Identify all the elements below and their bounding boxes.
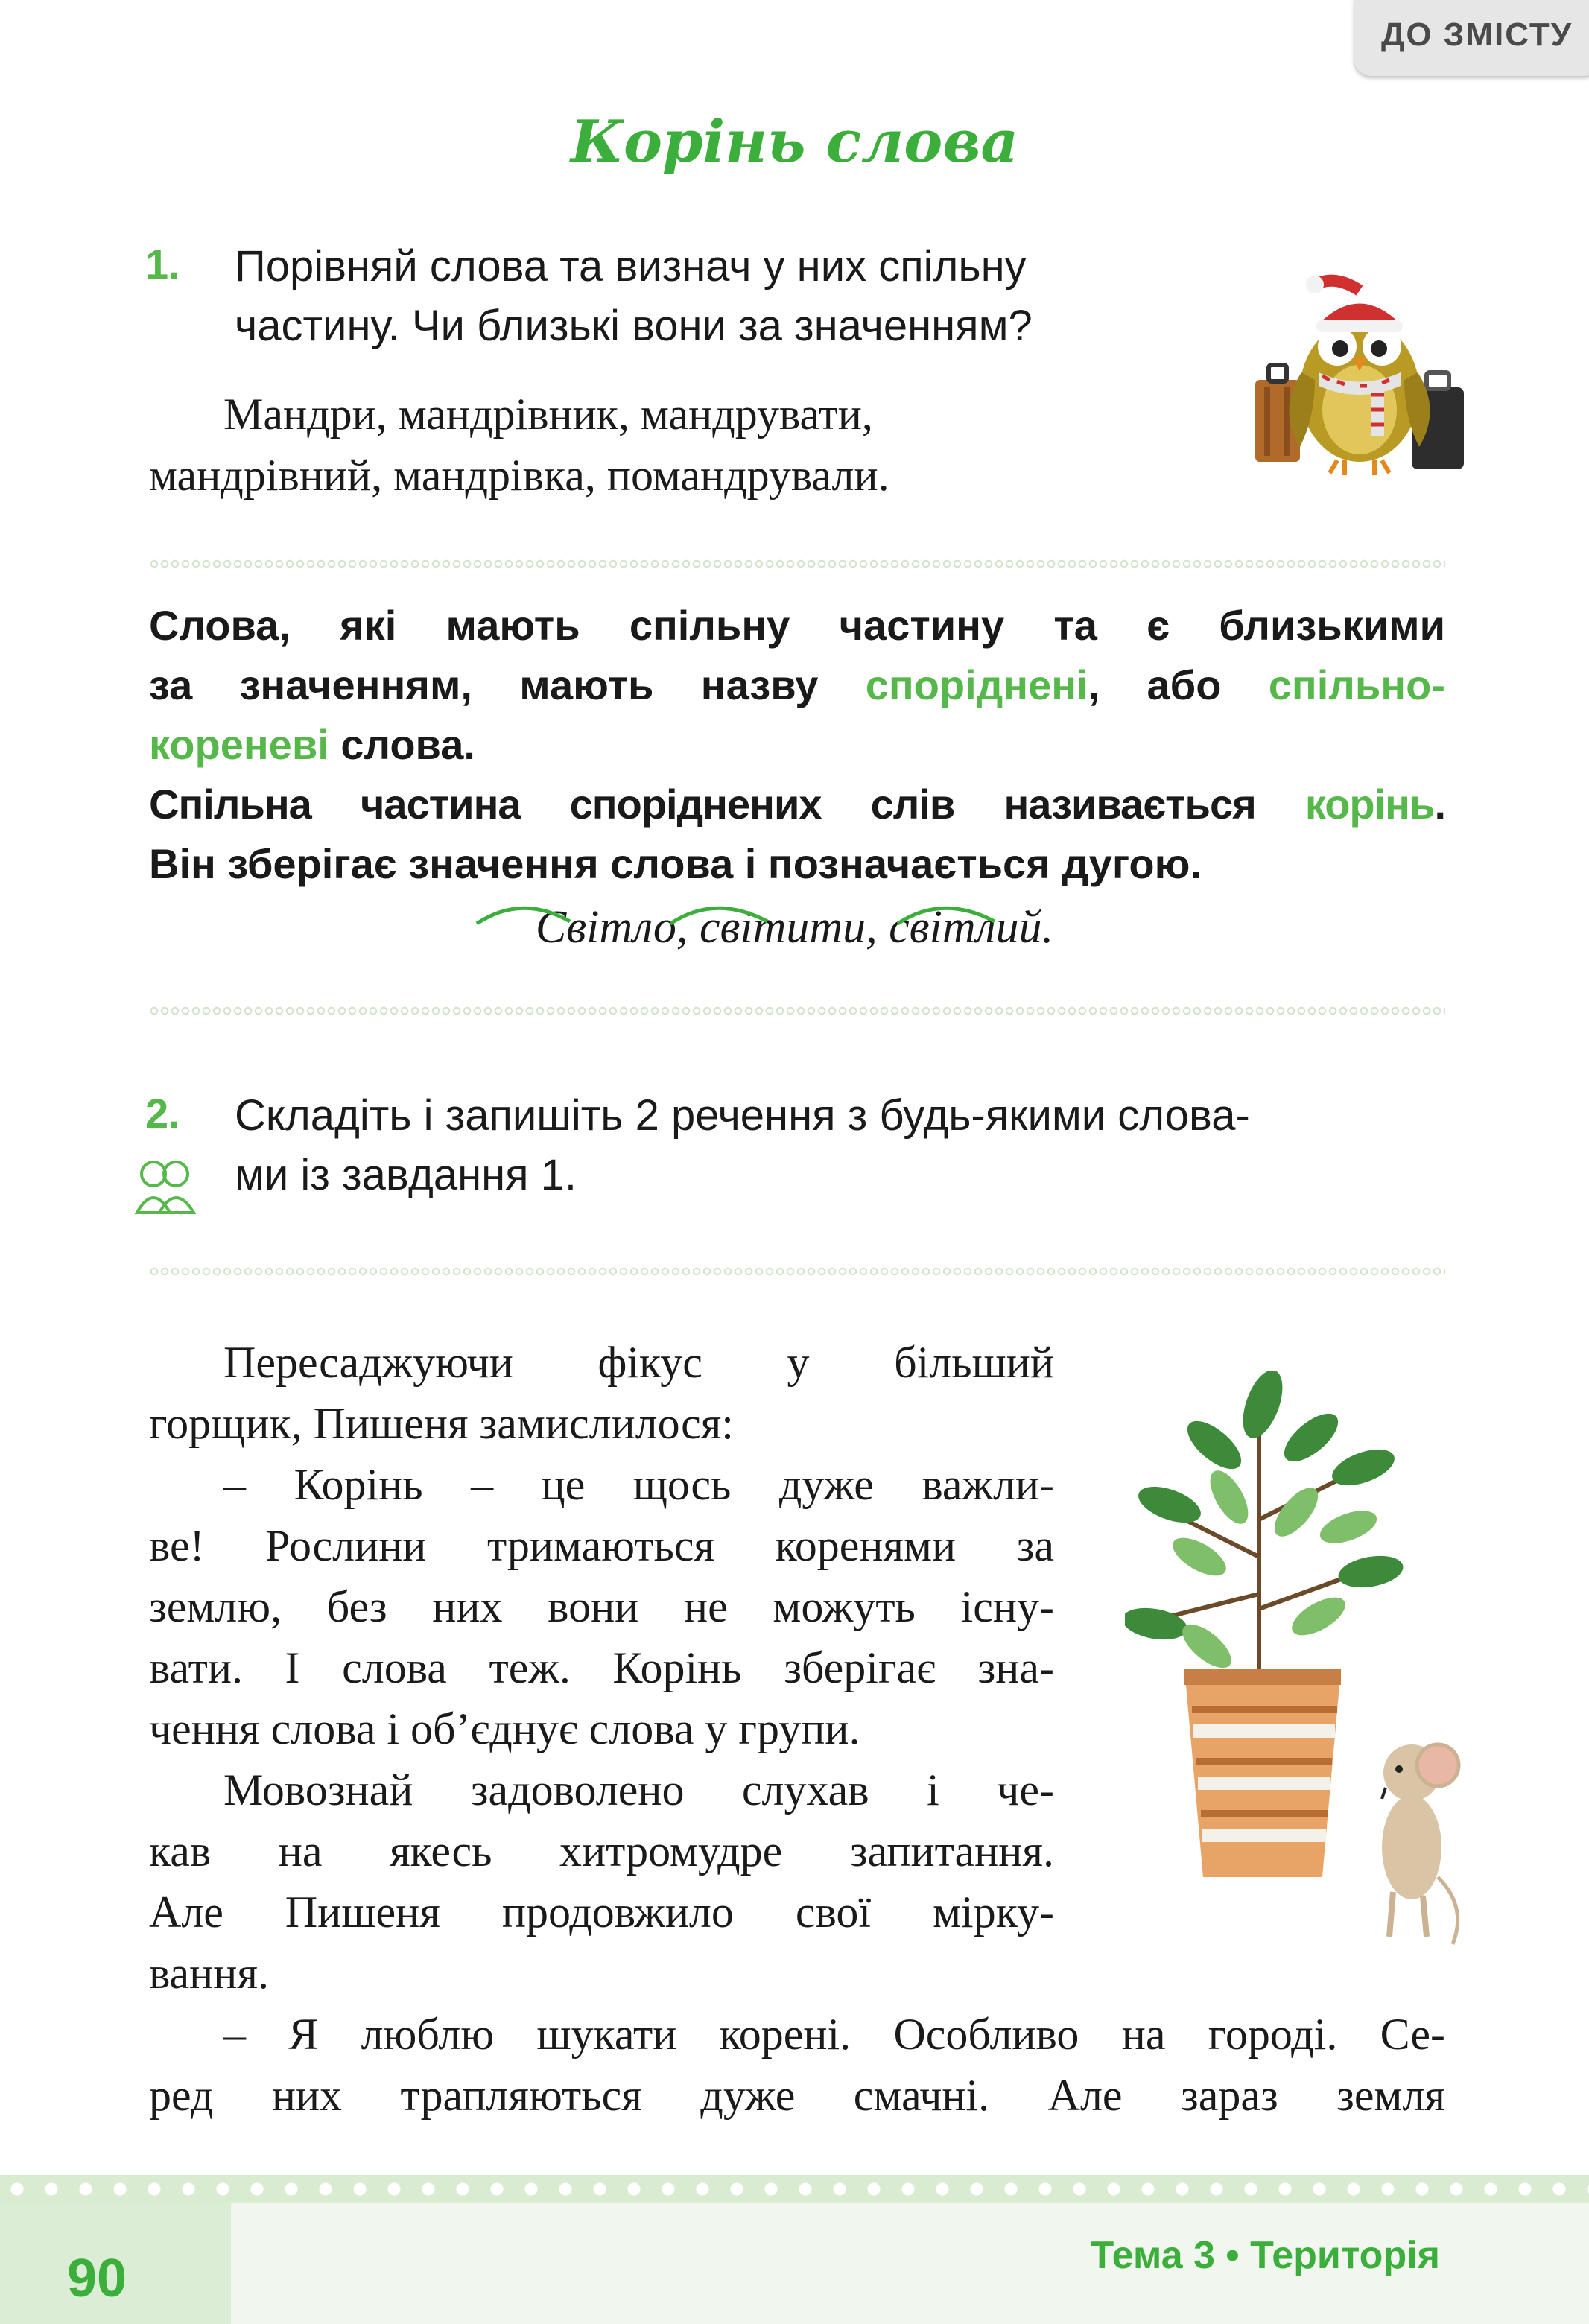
page-number-box [0, 2203, 231, 2324]
example-word-svitlyi: світлий. [889, 902, 1054, 953]
story-line: Мовознай задоволено слухав і че- [223, 1765, 1054, 1815]
ficus-and-mouse-illustration [1125, 1371, 1475, 1966]
story-line: вання. [149, 1949, 269, 1998]
root-arc-2 [670, 908, 767, 924]
divider [149, 559, 1445, 569]
story-text [149, 1332, 1054, 2004]
task-1-words-line-1: Мандри, мандрівник, мандрувати, [223, 390, 873, 439]
term-spilnokorenevi-part-2: кореневі [149, 721, 329, 768]
divider [149, 1006, 1445, 1016]
rule-text: слова. [329, 721, 475, 768]
footer-theme-label: Тема 3 • Територія [1090, 2234, 1440, 2277]
toc-label: ДО ЗМІСТУ [1381, 16, 1573, 53]
rule-line-1: Слова, які мають спільну частину та є близькими [149, 602, 1445, 649]
story-line: – Корінь – це щось дуже важли- [223, 1460, 1054, 1509]
story-line: горщик, Пишеня замислилося: [149, 1399, 734, 1448]
task-2-line-2: ми із завдання 1. [235, 1151, 577, 1199]
page-title: Корінь слова [571, 108, 1018, 176]
footer-ornament [0, 2175, 1589, 2203]
owl-with-luggage-illustration [1248, 261, 1471, 484]
story-line: кав на якесь хитромудре запитання. [149, 1826, 1054, 1876]
story-line: ред них трапляються дуже смачні. Але зараз земля [149, 2071, 1445, 2120]
story-line: вати. І слова теж. Корінь зберігає зна- [149, 1643, 1054, 1692]
task-1-number: 1. [145, 241, 180, 288]
story-line: Але Пишеня продовжило свої мірку- [149, 1888, 1054, 1937]
task-2-line-1: Складіть і запишіть 2 речення з будь-якими слова- [235, 1091, 1250, 1140]
table-of-contents-button[interactable] [1354, 0, 1589, 76]
story-line: чення слова і об’єднує слова у групи. [149, 1704, 860, 1753]
task-1-line-2: частину. Чи близькі вони за значенням? [235, 302, 1033, 350]
task-1-words [149, 384, 1192, 506]
example-word-svityty: світити, [699, 902, 878, 953]
example-word-svitlo: Світло, [535, 902, 688, 953]
term-spilnokorenevi-part-1: спільно- [1268, 661, 1445, 708]
rule-text: . [1434, 781, 1445, 828]
story-line: Пересаджуючи фікус у більший [223, 1338, 1054, 1387]
task-2-instruction [235, 1086, 1456, 1205]
page-number: 90 [67, 2249, 127, 2308]
story-line: – Я люблю шукати корені. Особливо на городі. Се- [223, 2010, 1445, 2059]
root-arc-1 [477, 908, 570, 924]
pair-work-icon [133, 1153, 200, 1220]
rule-definition [149, 596, 1445, 894]
story-text-continued [149, 2004, 1445, 2126]
root-arcs [462, 890, 1132, 935]
rule-line-5: Він зберігає значення слова і позначається дугою. [149, 840, 1202, 887]
rule-line-4 [149, 775, 1445, 834]
rule-text: , або [1088, 661, 1269, 708]
rule-line-2 [149, 655, 1445, 715]
term-sporidneni: споріднені [865, 661, 1088, 708]
task-1-line-1: Порівняй слова та визнач у них спільну [235, 242, 1027, 290]
task-1-instruction [235, 237, 1248, 356]
root-arc-3 [898, 908, 995, 924]
task-2-number: 2. [145, 1090, 180, 1137]
rule-line-3 [149, 715, 1445, 775]
story-line: землю, без них вони не можуть існу- [149, 1582, 1054, 1631]
rule-text: за значенням, мають назву [149, 661, 866, 708]
divider [149, 1266, 1445, 1277]
task-1-words-line-2: мандрівний, мандрівка, помандрували. [149, 451, 889, 500]
page-footer [0, 2175, 1589, 2324]
rule-text: Спільна частина споріднених слів називається [149, 781, 1305, 828]
term-korin: корінь [1304, 781, 1435, 828]
story-line: ве! Рослини тримаються коренями за [149, 1521, 1054, 1570]
